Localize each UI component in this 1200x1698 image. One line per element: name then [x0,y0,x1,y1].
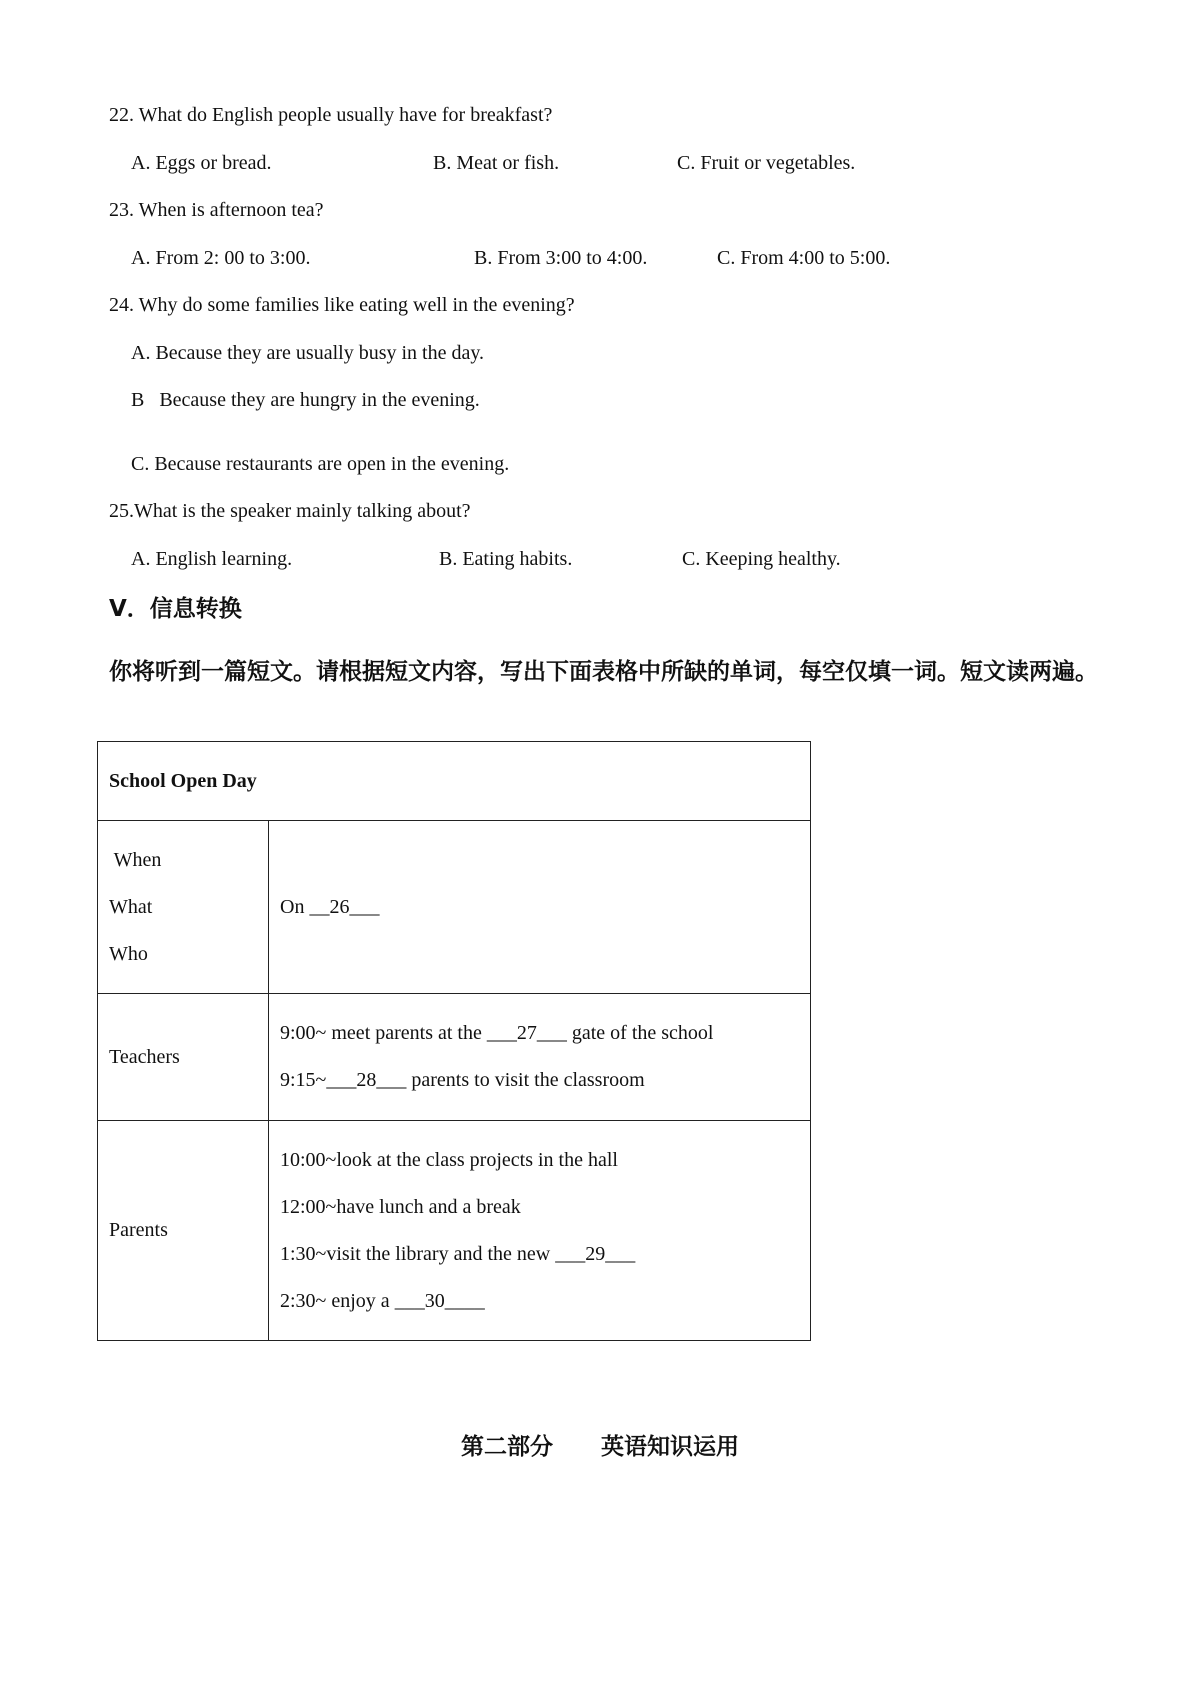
table-row [98,821,811,994]
question-24: 24. Why do some families like eating well in the evening? [109,294,575,316]
q24-option-a: A. Because they are usually busy in the day. [131,342,485,364]
blank-29-line: 1:30~visit the library and the new ___29___ [280,1242,636,1265]
label-line: Who [109,942,148,965]
q22-option-a: A. Eggs or bread. [131,152,272,174]
school-open-day-table [97,741,811,1341]
row-content [269,1121,811,1341]
question-22: 22. What do English people usually have for breakfast? [109,104,553,126]
q23-option-c: C. From 4:00 to 5:00. [717,247,891,269]
row-content [269,994,811,1121]
row-content [269,821,811,994]
table-header: School Open Day [98,742,811,821]
row-label [98,821,269,994]
q22-option-b: B. Meat or fish. [433,152,560,174]
q23-option-b: B. From 3:00 to 4:00. [474,247,648,269]
table-row [98,994,811,1121]
blank-30-line: 2:30~ enjoy a ___30____ [280,1289,485,1312]
row-label: Parents [98,1121,269,1341]
blank-28-line: 9:15~___28___ parents to visit the classroom [280,1069,645,1091]
section-title: Ⅴ．信息转换 [109,596,242,622]
row-label: Teachers [98,994,269,1121]
q23-option-a: A. From 2: 00 to 3:00. [131,247,311,269]
question-25: 25.What is the speaker mainly talking about? [109,500,471,522]
q25-option-b: B. Eating habits. [439,548,573,570]
question-23: 23. When is afternoon tea? [109,199,324,221]
label-line: What [109,895,153,918]
part-two-title: 第二部分 英语知识运用 [460,1434,740,1460]
q25-option-c: C. Keeping healthy. [682,548,841,570]
q22-option-c: C. Fruit or vegetables. [677,152,856,174]
q25-option-a: A. English learning. [131,548,293,570]
table-header-row [98,742,811,821]
section-instruction: 你将听到一篇短文。请根据短文内容，写出下面表格中所缺的单词，每空仅填一词。短文读两遍。 [109,659,1098,685]
schedule-line: 10:00~look at the class projects in the hall [280,1148,618,1171]
table-row [98,1121,811,1341]
blank-26-line: On __26___ [280,895,380,918]
q24-option-c: C. Because restaurants are open in the evening. [131,453,510,475]
label-line: When [109,848,162,871]
schedule-line: 12:00~have lunch and a break [280,1195,521,1218]
q24-option-b: B Because they are hungry in the evening. [131,389,480,411]
blank-27-line: 9:00~ meet parents at the ___27___ gate of the school [280,1022,714,1044]
